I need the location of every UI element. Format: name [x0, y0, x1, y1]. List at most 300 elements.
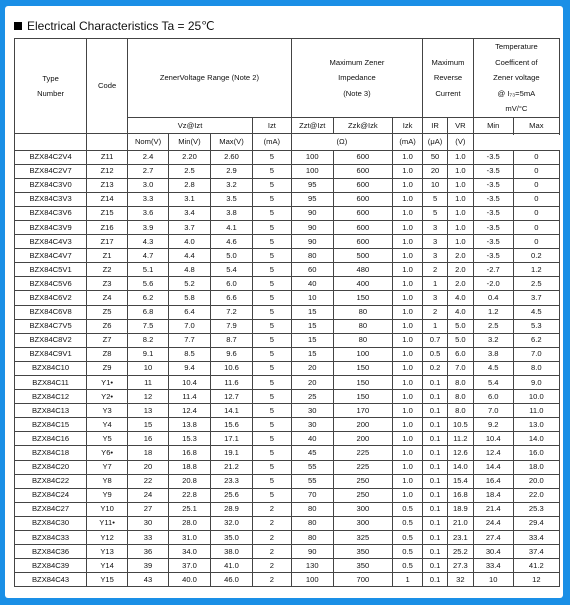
cell-zzk: 150 — [333, 376, 392, 390]
cell-min-v: 31.0 — [168, 531, 210, 545]
cell-nom-v: 12 — [128, 390, 169, 404]
table-row — [15, 418, 560, 432]
cell-type-number: BZX84C20 — [15, 460, 87, 474]
cell-max-v: 32.0 — [210, 516, 252, 530]
cell-zzt: 90 — [291, 206, 333, 220]
cell-nom-v: 18 — [128, 446, 169, 460]
cell-code: Z17 — [87, 235, 128, 249]
header-number: Number — [37, 89, 65, 98]
header-max-reverse-line3: Current — [435, 88, 461, 98]
cell-tc-max: 6.2 — [513, 333, 559, 347]
cell-zzt: 30 — [291, 404, 333, 418]
cell-tc-max: 33.4 — [513, 531, 559, 545]
cell-ir: 3 — [423, 220, 448, 234]
cell-ir: 0.1 — [423, 559, 448, 573]
cell-nom-v: 3.6 — [128, 206, 169, 220]
cell-max-v: 11.6 — [210, 376, 252, 390]
cell-izt: 2 — [252, 502, 291, 516]
cell-ir: 2 — [423, 305, 448, 319]
cell-izk: 1.0 — [392, 376, 422, 390]
cell-nom-v: 10 — [128, 361, 169, 375]
table-row — [15, 150, 560, 164]
cell-nom-v: 39 — [128, 559, 169, 573]
cell-izk: 1.0 — [392, 263, 422, 277]
cell-nom-v: 43 — [128, 573, 169, 587]
cell-ir: 5 — [423, 206, 448, 220]
cell-code: Y6• — [87, 446, 128, 460]
cell-type-number: BZX84C8V2 — [15, 333, 87, 347]
header-nom: Nom(V) — [128, 134, 169, 151]
cell-izk: 1.0 — [392, 418, 422, 432]
cell-type-number: BZX84C43 — [15, 573, 87, 587]
header-temp-coeff-line5: mV/°C — [505, 104, 528, 113]
cell-tc-max: 37.4 — [513, 545, 559, 559]
cell-zzk: 150 — [333, 390, 392, 404]
cell-izt: 5 — [252, 319, 291, 333]
cell-max-v: 21.2 — [210, 460, 252, 474]
cell-ir: 0.1 — [423, 516, 448, 530]
cell-izt: 5 — [252, 390, 291, 404]
cell-nom-v: 33 — [128, 531, 169, 545]
cell-izt: 2 — [252, 545, 291, 559]
cell-code: Y7 — [87, 460, 128, 474]
cell-tc-max: 41.2 — [513, 559, 559, 573]
cell-izt: 5 — [252, 333, 291, 347]
cell-nom-v: 11 — [128, 376, 169, 390]
cell-max-v: 2.9 — [210, 164, 252, 178]
cell-tc-min: 14.4 — [473, 460, 513, 474]
table-header — [15, 39, 560, 151]
cell-ir: 0.2 — [423, 361, 448, 375]
cell-tc-min: 27.4 — [473, 531, 513, 545]
cell-vr: 6.0 — [447, 347, 473, 361]
cell-nom-v: 7.5 — [128, 319, 169, 333]
header-max-reverse-line2: Reverse — [433, 73, 463, 82]
cell-zzt: 130 — [291, 559, 333, 573]
cell-zzt: 55 — [291, 474, 333, 488]
header-min-v: Min(V) — [168, 134, 210, 151]
cell-tc-min: -3.5 — [473, 220, 513, 234]
cell-izk: 1.0 — [392, 319, 422, 333]
cell-izt: 5 — [252, 206, 291, 220]
section-title — [14, 19, 215, 33]
cell-zzk: 300 — [333, 502, 392, 516]
cell-izt: 5 — [252, 263, 291, 277]
cell-type-number: BZX84C12 — [15, 390, 87, 404]
cell-tc-min: -3.5 — [473, 206, 513, 220]
cell-nom-v: 2.4 — [128, 150, 169, 164]
cell-code: Z3 — [87, 277, 128, 291]
cell-zzk: 150 — [333, 291, 392, 305]
cell-type-number: BZX84C13 — [15, 404, 87, 418]
header-max-reverse-line1: Maximum — [431, 57, 465, 67]
cell-max-v: 7.9 — [210, 319, 252, 333]
cell-izk: 1.0 — [392, 178, 422, 192]
cell-tc-max: 0 — [513, 206, 559, 220]
cell-max-v: 8.7 — [210, 333, 252, 347]
cell-vr: 10.5 — [447, 418, 473, 432]
cell-zzt: 15 — [291, 319, 333, 333]
cell-nom-v: 20 — [128, 460, 169, 474]
table-body — [15, 150, 560, 587]
cell-tc-min: 1.2 — [473, 305, 513, 319]
cell-tc-min: -3.5 — [473, 178, 513, 192]
cell-tc-max: 0 — [513, 235, 559, 249]
cell-zzt: 100 — [291, 150, 333, 164]
cell-zzt: 15 — [291, 305, 333, 319]
header-vz-at-izt: Vz@Izt — [128, 117, 253, 134]
cell-min-v: 15.3 — [168, 432, 210, 446]
header-type: Type — [42, 73, 59, 83]
cell-nom-v: 24 — [128, 488, 169, 502]
cell-min-v: 34.0 — [168, 545, 210, 559]
cell-type-number: BZX84C33 — [15, 531, 87, 545]
cell-nom-v: 3.9 — [128, 220, 169, 234]
cell-min-v: 3.4 — [168, 206, 210, 220]
cell-ir: 0.1 — [423, 418, 448, 432]
cell-tc-min: 30.4 — [473, 545, 513, 559]
cell-ir: 1 — [423, 319, 448, 333]
cell-type-number: BZX84C3V9 — [15, 220, 87, 234]
table-row — [15, 206, 560, 220]
cell-nom-v: 13 — [128, 404, 169, 418]
cell-max-v: 46.0 — [210, 573, 252, 587]
header-temp-coeff — [473, 39, 559, 118]
cell-zzk: 80 — [333, 333, 392, 347]
table-row — [15, 277, 560, 291]
cell-izt: 5 — [252, 376, 291, 390]
cell-nom-v: 4.3 — [128, 235, 169, 249]
cell-min-v: 7.7 — [168, 333, 210, 347]
cell-tc-min: 16.4 — [473, 474, 513, 488]
cell-izt: 5 — [252, 488, 291, 502]
table-row — [15, 404, 560, 418]
cell-tc-max: 0 — [513, 178, 559, 192]
cell-type-number: BZX84C10 — [15, 361, 87, 375]
cell-min-v: 40.0 — [168, 573, 210, 587]
cell-tc-min: 10 — [473, 573, 513, 587]
cell-vr: 1.0 — [447, 235, 473, 249]
electrical-characteristics-table — [14, 38, 560, 587]
cell-tc-max: 1.2 — [513, 263, 559, 277]
table-row — [15, 361, 560, 375]
table-row — [15, 263, 560, 277]
cell-vr: 8.0 — [447, 390, 473, 404]
cell-tc-max: 8.0 — [513, 361, 559, 375]
cell-izt: 2 — [252, 516, 291, 530]
cell-code: Y9 — [87, 488, 128, 502]
cell-tc-min: 21.4 — [473, 502, 513, 516]
cell-zzk: 400 — [333, 277, 392, 291]
cell-type-number: BZX84C2V4 — [15, 150, 87, 164]
cell-izk: 1.0 — [392, 249, 422, 263]
table-row — [15, 516, 560, 530]
cell-izt: 5 — [252, 291, 291, 305]
cell-izk: 1 — [392, 573, 422, 587]
cell-min-v: 3.1 — [168, 192, 210, 206]
cell-nom-v: 16 — [128, 432, 169, 446]
cell-vr: 1.0 — [447, 206, 473, 220]
cell-izk: 1.0 — [392, 446, 422, 460]
cell-izk: 1.0 — [392, 206, 422, 220]
cell-zzk: 200 — [333, 432, 392, 446]
cell-max-v: 23.3 — [210, 474, 252, 488]
cell-min-v: 18.8 — [168, 460, 210, 474]
cell-max-v: 25.6 — [210, 488, 252, 502]
cell-zzt: 30 — [291, 418, 333, 432]
cell-min-v: 4.4 — [168, 249, 210, 263]
cell-izk: 1.0 — [392, 347, 422, 361]
cell-tc-max: 12 — [513, 573, 559, 587]
cell-tc-max: 16.0 — [513, 446, 559, 460]
header-type-number — [15, 39, 87, 134]
cell-zzt: 80 — [291, 249, 333, 263]
cell-izk: 1.0 — [392, 333, 422, 347]
cell-izt: 2 — [252, 559, 291, 573]
cell-tc-min: 6.0 — [473, 390, 513, 404]
cell-min-v: 11.4 — [168, 390, 210, 404]
cell-ir: 0.1 — [423, 432, 448, 446]
cell-tc-max: 5.3 — [513, 319, 559, 333]
cell-izk: 0.5 — [392, 559, 422, 573]
table-row — [15, 319, 560, 333]
cell-type-number: BZX84C39 — [15, 559, 87, 573]
cell-type-number: BZX84C9V1 — [15, 347, 87, 361]
cell-izk: 0.5 — [392, 516, 422, 530]
cell-ir: 10 — [423, 178, 448, 192]
cell-tc-min: -2.7 — [473, 263, 513, 277]
table-row — [15, 333, 560, 347]
cell-type-number: BZX84C18 — [15, 446, 87, 460]
cell-min-v: 20.8 — [168, 474, 210, 488]
cell-min-v: 2.5 — [168, 164, 210, 178]
table-row — [15, 235, 560, 249]
cell-code: Y3 — [87, 404, 128, 418]
cell-code: Y5 — [87, 432, 128, 446]
cell-nom-v: 9.1 — [128, 347, 169, 361]
cell-max-v: 19.1 — [210, 446, 252, 460]
cell-izk: 1.0 — [392, 460, 422, 474]
cell-vr: 2.0 — [447, 263, 473, 277]
cell-min-v: 37.0 — [168, 559, 210, 573]
cell-ir: 0.1 — [423, 460, 448, 474]
cell-type-number: BZX84C6V8 — [15, 305, 87, 319]
cell-izt: 5 — [252, 150, 291, 164]
cell-izk: 1.0 — [392, 305, 422, 319]
cell-zzk: 150 — [333, 361, 392, 375]
cell-izk: 1.0 — [392, 192, 422, 206]
cell-min-v: 13.8 — [168, 418, 210, 432]
cell-ir: 0.1 — [423, 545, 448, 559]
cell-min-v: 16.8 — [168, 446, 210, 460]
cell-type-number: BZX84C15 — [15, 418, 87, 432]
cell-max-v: 3.5 — [210, 192, 252, 206]
cell-zzk: 600 — [333, 220, 392, 234]
table-row — [15, 220, 560, 234]
header-izk: Izk — [392, 117, 422, 134]
cell-type-number: BZX84C22 — [15, 474, 87, 488]
cell-ir: 0.1 — [423, 502, 448, 516]
cell-min-v: 4.0 — [168, 235, 210, 249]
cell-code: Y15 — [87, 573, 128, 587]
cell-vr: 7.0 — [447, 361, 473, 375]
cell-zzk: 600 — [333, 150, 392, 164]
cell-izt: 5 — [252, 220, 291, 234]
cell-zzt: 25 — [291, 390, 333, 404]
cell-vr: 1.0 — [447, 150, 473, 164]
cell-nom-v: 36 — [128, 545, 169, 559]
cell-zzt: 70 — [291, 488, 333, 502]
cell-min-v: 6.4 — [168, 305, 210, 319]
header-unit-spacer-code — [87, 134, 128, 151]
cell-tc-min: 0.4 — [473, 291, 513, 305]
cell-vr: 32 — [447, 573, 473, 587]
cell-ir: 0.1 — [423, 446, 448, 460]
cell-vr: 18.9 — [447, 502, 473, 516]
cell-min-v: 25.1 — [168, 502, 210, 516]
cell-zzk: 500 — [333, 249, 392, 263]
cell-ir: 2 — [423, 263, 448, 277]
cell-min-v: 2.8 — [168, 178, 210, 192]
cell-tc-max: 0 — [513, 220, 559, 234]
cell-max-v: 12.7 — [210, 390, 252, 404]
cell-code: Z14 — [87, 192, 128, 206]
cell-izk: 0.5 — [392, 545, 422, 559]
cell-min-v: 2.20 — [168, 150, 210, 164]
cell-vr: 15.4 — [447, 474, 473, 488]
cell-vr: 12.6 — [447, 446, 473, 460]
cell-vr: 11.2 — [447, 432, 473, 446]
cell-vr: 1.0 — [447, 178, 473, 192]
cell-ir: 5 — [423, 192, 448, 206]
cell-max-v: 7.2 — [210, 305, 252, 319]
cell-vr: 1.0 — [447, 220, 473, 234]
cell-zzt: 60 — [291, 263, 333, 277]
header-izt-unit: (mA) — [252, 134, 291, 151]
cell-type-number: BZX84C24 — [15, 488, 87, 502]
cell-zzk: 700 — [333, 573, 392, 587]
cell-zzk: 80 — [333, 305, 392, 319]
cell-ir: 50 — [423, 150, 448, 164]
table-row — [15, 164, 560, 178]
cell-zzk: 600 — [333, 178, 392, 192]
cell-tc-min: 24.4 — [473, 516, 513, 530]
cell-tc-max: 14.0 — [513, 432, 559, 446]
cell-nom-v: 4.7 — [128, 249, 169, 263]
cell-zzt: 80 — [291, 502, 333, 516]
cell-nom-v: 6.2 — [128, 291, 169, 305]
cell-zzt: 80 — [291, 516, 333, 530]
cell-izk: 1.0 — [392, 164, 422, 178]
cell-ir: 0.1 — [423, 404, 448, 418]
cell-zzt: 100 — [291, 164, 333, 178]
cell-tc-min: 18.4 — [473, 488, 513, 502]
cell-tc-max: 22.0 — [513, 488, 559, 502]
cell-ir: 0.5 — [423, 347, 448, 361]
cell-max-v: 17.1 — [210, 432, 252, 446]
table-row — [15, 488, 560, 502]
table-row — [15, 390, 560, 404]
table-row — [15, 178, 560, 192]
cell-code: Z16 — [87, 220, 128, 234]
cell-zzk: 480 — [333, 263, 392, 277]
cell-zzk: 600 — [333, 192, 392, 206]
cell-izt: 5 — [252, 305, 291, 319]
cell-izt: 5 — [252, 178, 291, 192]
cell-ir: 0.1 — [423, 474, 448, 488]
cell-zzk: 100 — [333, 347, 392, 361]
cell-tc-max: 9.0 — [513, 376, 559, 390]
cell-zzt: 55 — [291, 460, 333, 474]
cell-ir: 3 — [423, 291, 448, 305]
cell-zzt: 20 — [291, 361, 333, 375]
cell-code: Z5 — [87, 305, 128, 319]
header-temp-coeff-line1: Temperature — [495, 42, 538, 51]
header-temp-max: Max — [513, 117, 559, 134]
cell-tc-max: 13.0 — [513, 418, 559, 432]
cell-type-number: BZX84C3V0 — [15, 178, 87, 192]
cell-type-number: BZX84C4V3 — [15, 235, 87, 249]
cell-izt: 5 — [252, 347, 291, 361]
cell-zzk: 325 — [333, 531, 392, 545]
table-row — [15, 573, 560, 587]
header-temp-coeff-line2: Coefficent of — [495, 57, 538, 67]
cell-izt: 5 — [252, 446, 291, 460]
cell-zzk: 250 — [333, 488, 392, 502]
table-row — [15, 347, 560, 361]
cell-tc-min: 5.4 — [473, 376, 513, 390]
cell-vr: 5.0 — [447, 333, 473, 347]
cell-zzk: 600 — [333, 164, 392, 178]
cell-izt: 5 — [252, 460, 291, 474]
cell-code: Y2• — [87, 390, 128, 404]
cell-tc-min: 9.2 — [473, 418, 513, 432]
cell-vr: 8.0 — [447, 404, 473, 418]
cell-min-v: 7.0 — [168, 319, 210, 333]
cell-max-v: 4.1 — [210, 220, 252, 234]
cell-code: Z13 — [87, 178, 128, 192]
table-row — [15, 531, 560, 545]
cell-max-v: 9.6 — [210, 347, 252, 361]
cell-zzk: 170 — [333, 404, 392, 418]
cell-izk: 0.5 — [392, 531, 422, 545]
cell-code: Y13 — [87, 545, 128, 559]
header-izk-unit: (mA) — [392, 134, 422, 151]
cell-type-number: BZX84C4V7 — [15, 249, 87, 263]
cell-nom-v: 30 — [128, 516, 169, 530]
cell-code: Y12 — [87, 531, 128, 545]
cell-min-v: 12.4 — [168, 404, 210, 418]
cell-ir: 0.1 — [423, 390, 448, 404]
table-row — [15, 192, 560, 206]
cell-zzt: 80 — [291, 531, 333, 545]
cell-izt: 5 — [252, 235, 291, 249]
cell-nom-v: 22 — [128, 474, 169, 488]
cell-tc-min: 33.4 — [473, 559, 513, 573]
header-zzk-izk: Zzk@Izk — [333, 117, 392, 134]
cell-max-v: 2.60 — [210, 150, 252, 164]
cell-type-number: BZX84C5V6 — [15, 277, 87, 291]
cell-zzt: 95 — [291, 178, 333, 192]
cell-vr: 21.0 — [447, 516, 473, 530]
header-izt: Izt — [252, 117, 291, 134]
header-max-impedance-line2: Impedance — [338, 73, 376, 82]
cell-code: Z15 — [87, 206, 128, 220]
cell-max-v: 5.0 — [210, 249, 252, 263]
table-row — [15, 432, 560, 446]
header-unit-spacer-type — [15, 134, 87, 151]
cell-min-v: 3.7 — [168, 220, 210, 234]
